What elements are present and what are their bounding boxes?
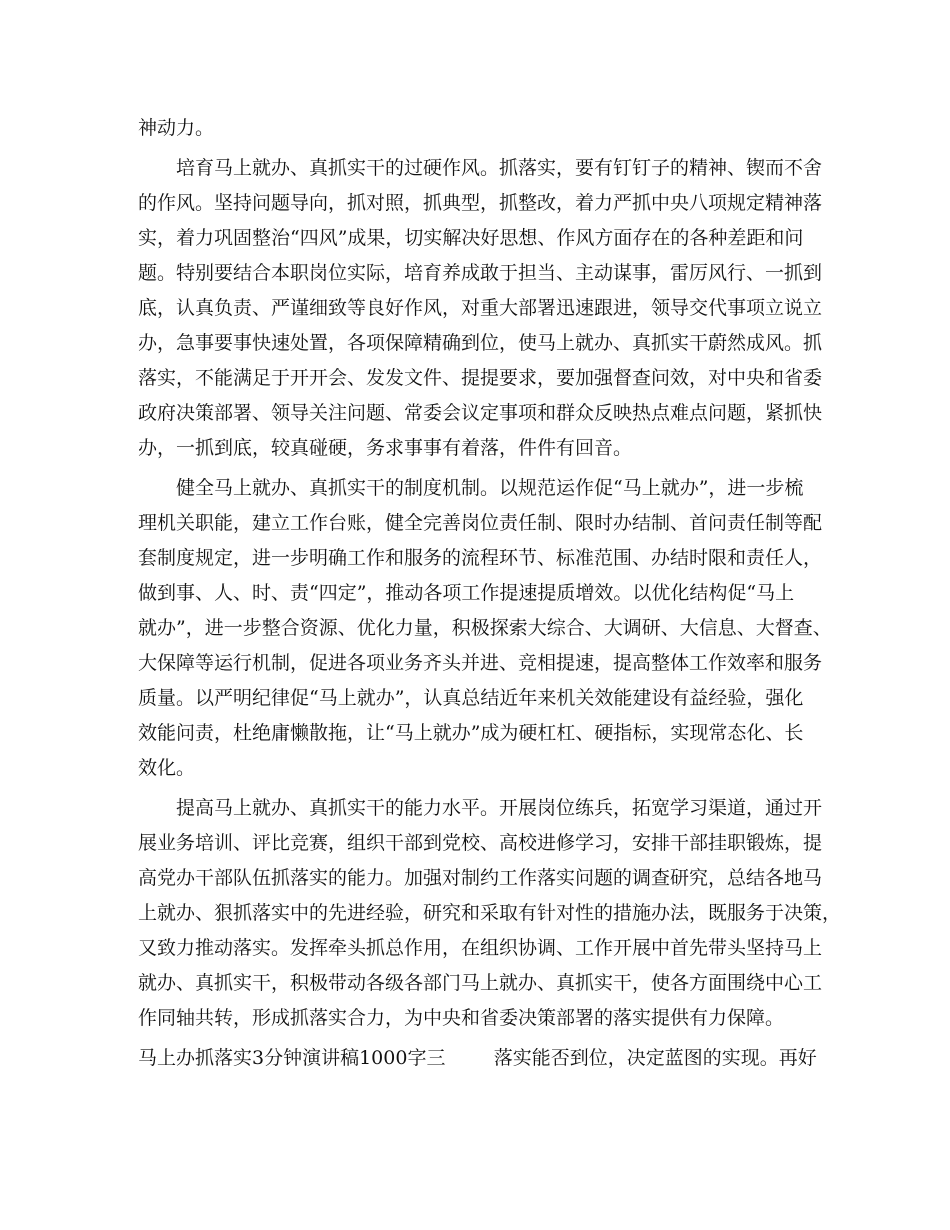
paragraph-first-line: 健全马上就办、真抓实干的制度机制。以规范运作促“马上就办”，进一步梳: [176, 477, 804, 499]
text-line: 效能问责，杜绝庸懒散拖，让“马上就办”成为硬杠杠、硬指标，实现常态化、长: [138, 722, 804, 744]
text-line: 上就办、狠抓落实中的先进经验，研究和采取有针对性的措施办法，既服务于决策，: [138, 902, 842, 924]
text-line: 神动力。: [138, 117, 215, 139]
text-line: 底，认真负责、严谨细致等良好作风，对重大部署迅速跟进，领导交代事项立说立: [138, 297, 823, 319]
text-line: 高党办干部队伍抓落实的能力。加强对制约工作落实问题的调查研究，总结各地马: [138, 867, 823, 889]
text-line: 就办”，进一步整合资源、优化力量，积极探索大综合、大调研、大信息、大督查、: [138, 617, 832, 639]
text-line: 的作风。坚持问题导向，抓对照，抓典型，抓整改，着力严抓中央八项规定精神落: [138, 192, 823, 214]
section-heading-line: 马上办抓落实3分钟演讲稿1000字三 落实能否到位，决定蓝图的实现。再好: [138, 1047, 817, 1069]
text-line: 套制度规定，进一步明确工作和服务的流程环节、标准范围、办结时限和责任人，: [138, 547, 823, 569]
text-line: 又致力推动落实。发挥牵头抓总作用，在组织协调、工作开展中首先带头坚持马上: [138, 937, 823, 959]
text-line: 办，一抓到底，较真碰硬，务求事事有着落，件件有回音。: [138, 437, 633, 459]
text-line: 作同轴共转，形成抓落实合力，为中央和省委决策部署的落实提供有力保障。: [138, 1007, 785, 1029]
text-line: 做到事、人、时、责“四定”，推动各项工作提速提质增效。以优化结构促“马上: [138, 582, 795, 604]
text-line: 办，急事要事快速处置，各项保障精确到位，使马上就办、真抓实干蔚然成风。抓: [138, 332, 823, 354]
text-line: 落实，不能满足于开开会、发发文件、提提要求，要加强督查问效，对中央和省委: [138, 367, 823, 389]
paragraph-first-line: 提高马上就办、真抓实干的能力水平。开展岗位练兵，拓宽学习渠道，通过开: [176, 797, 823, 819]
text-line: 就办、真抓实干，积极带动各级各部门马上就办、真抓实干，使各方面围绕中心工: [138, 972, 823, 994]
text-line: 大保障等运行机制，促进各项业务齐头并进、竞相提速，提高整体工作效率和服务: [138, 652, 823, 674]
text-line: 政府决策部署、领导关注问题、常委会议定事项和群众反映热点难点问题，紧抓快: [138, 402, 823, 424]
text-line: 实，着力巩固整治“四风”成果，切实解决好思想、作风方面存在的各种差距和问: [138, 227, 804, 249]
paragraph-first-line: 培育马上就办、真抓实干的过硬作风。抓落实，要有钉钉子的精神、锲而不舍: [176, 157, 823, 179]
text-line: 展业务培训、评比竞赛，组织干部到党校、高校进修学习，安排干部挂职锻炼，提: [138, 832, 823, 854]
text-line: 效化。: [138, 757, 196, 779]
text-line: 题。特别要结合本职岗位实际，培育养成敢于担当、主动谋事，雷厉风行、一抓到: [138, 262, 823, 284]
text-line: 质量。以严明纪律促“马上就办”，认真总结近年来机关效能建设有益经验，强化: [138, 687, 804, 709]
text-line: 理机关职能，建立工作台账，健全完善岗位责任制、限时办结制、首问责任制等配: [138, 512, 823, 534]
